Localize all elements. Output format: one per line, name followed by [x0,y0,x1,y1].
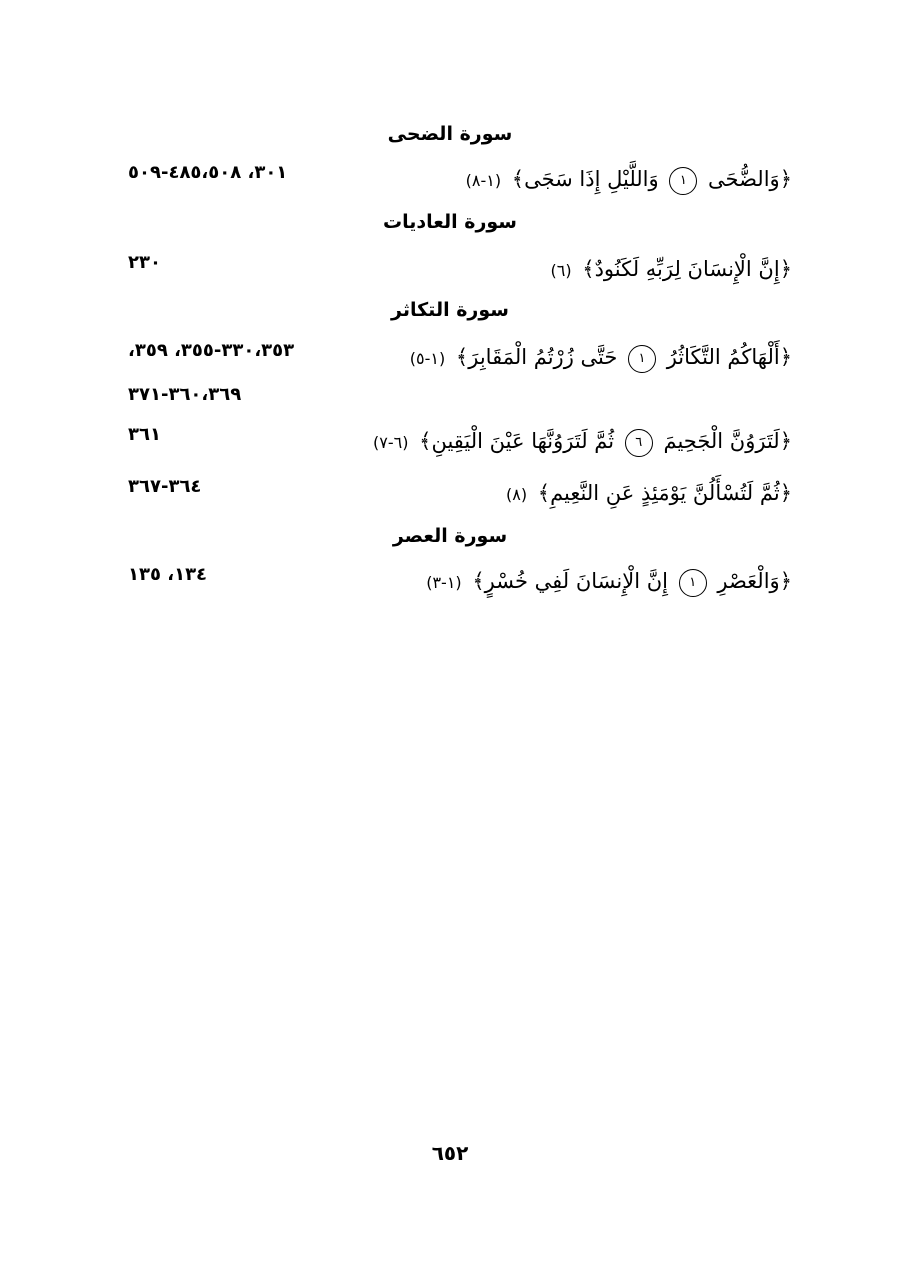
verse-close-bracket: ﴾ [472,569,485,593]
verse-takathur-1-5 [410,340,792,376]
verse-text: إِنَّ الْإِنسَانَ لِرَبِّهِ لَكَنُودٌ [594,257,780,281]
verse-reference: (٦) [550,261,572,280]
surah-title-asr: سورة العصر [392,525,508,547]
verse-asr-1-3 [426,564,792,600]
verse-text: وَالْعَصْرِ [717,569,780,593]
verse-number-marker: ١ [628,345,656,373]
verse-close-bracket: ﴾ [537,481,551,505]
verse-reference: (١-٣) [426,573,462,592]
verse-close-bracket: ﴾ [511,167,525,191]
verse-close-bracket: ﴾ [455,345,469,369]
page-references: ١٣٤، ١٣٥ [128,564,208,585]
verse-open-bracket: ﴿ [779,429,792,453]
verse-text: وَاللَّيْلِ إِذَا سَجَى [524,167,659,191]
verse-text: ثُمَّ لَتُسْأَلُنَّ يَوْمَئِذٍ عَنِ النَّعِيمِ [550,481,780,505]
verse-number-marker: ١ [669,167,697,195]
verse-text: ثُمَّ لَتَرَوُنَّهَا عَيْنَ الْيَقِينِ [431,429,615,453]
verse-close-bracket: ﴾ [582,257,595,281]
page-references: ٣٣٠،٣٥٣-٣٥٥، ٣٥٩، [128,340,295,361]
verse-reference: (١-٨) [465,171,502,190]
verse-adiyat-6 [550,252,792,288]
verse-reference: (٨) [505,485,528,504]
verse-text: إِنَّ الْإِنسَانَ لَفِي خُسْرٍ [484,569,668,593]
verse-reference: (٦-٧) [373,433,409,452]
verse-number-marker: ٦ [625,429,653,457]
page-references-continued: ٣٦٠،٣٦٩-٣٧١ [128,384,242,405]
verse-open-bracket: ﴿ [779,257,792,281]
verse-open-bracket: ﴿ [779,167,792,191]
verse-reference: (١-٥) [409,349,446,368]
page-references: ٣٦٤-٣٦٧ [128,476,202,497]
page-references: ٢٣٠ [128,252,161,273]
verse-text: حَتَّى زُرْتُمُ الْمَقَابِرَ [468,345,618,369]
verse-open-bracket: ﴿ [779,481,792,505]
verse-close-bracket: ﴾ [419,429,432,453]
verse-number-marker: ١ [679,569,707,597]
verse-text: وَالضُّحَى [708,167,780,191]
page-number: ٦٥٢ [431,1141,469,1165]
surah-title-duha: سورة الضحى [387,123,513,145]
verse-takathur-8 [506,476,792,512]
verse-text: أَلْهَاكُمُ التَّكَاثُرُ [666,345,780,369]
verse-text: لَتَرَوُنَّ الْجَحِيمَ [663,429,780,453]
verse-takathur-6-7 [373,424,792,460]
page-references: ٣٠١، ٤٨٥،٥٠٨-٥٠٩ [128,162,288,183]
verse-duha-1-8 [466,162,792,198]
verse-open-bracket: ﴿ [779,345,792,369]
surah-title-adiyat: سورة العاديات [383,211,517,233]
verse-open-bracket: ﴿ [779,569,792,593]
page-references: ٣٦١ [128,424,161,445]
surah-title-takathur: سورة التكاثر [391,299,509,321]
